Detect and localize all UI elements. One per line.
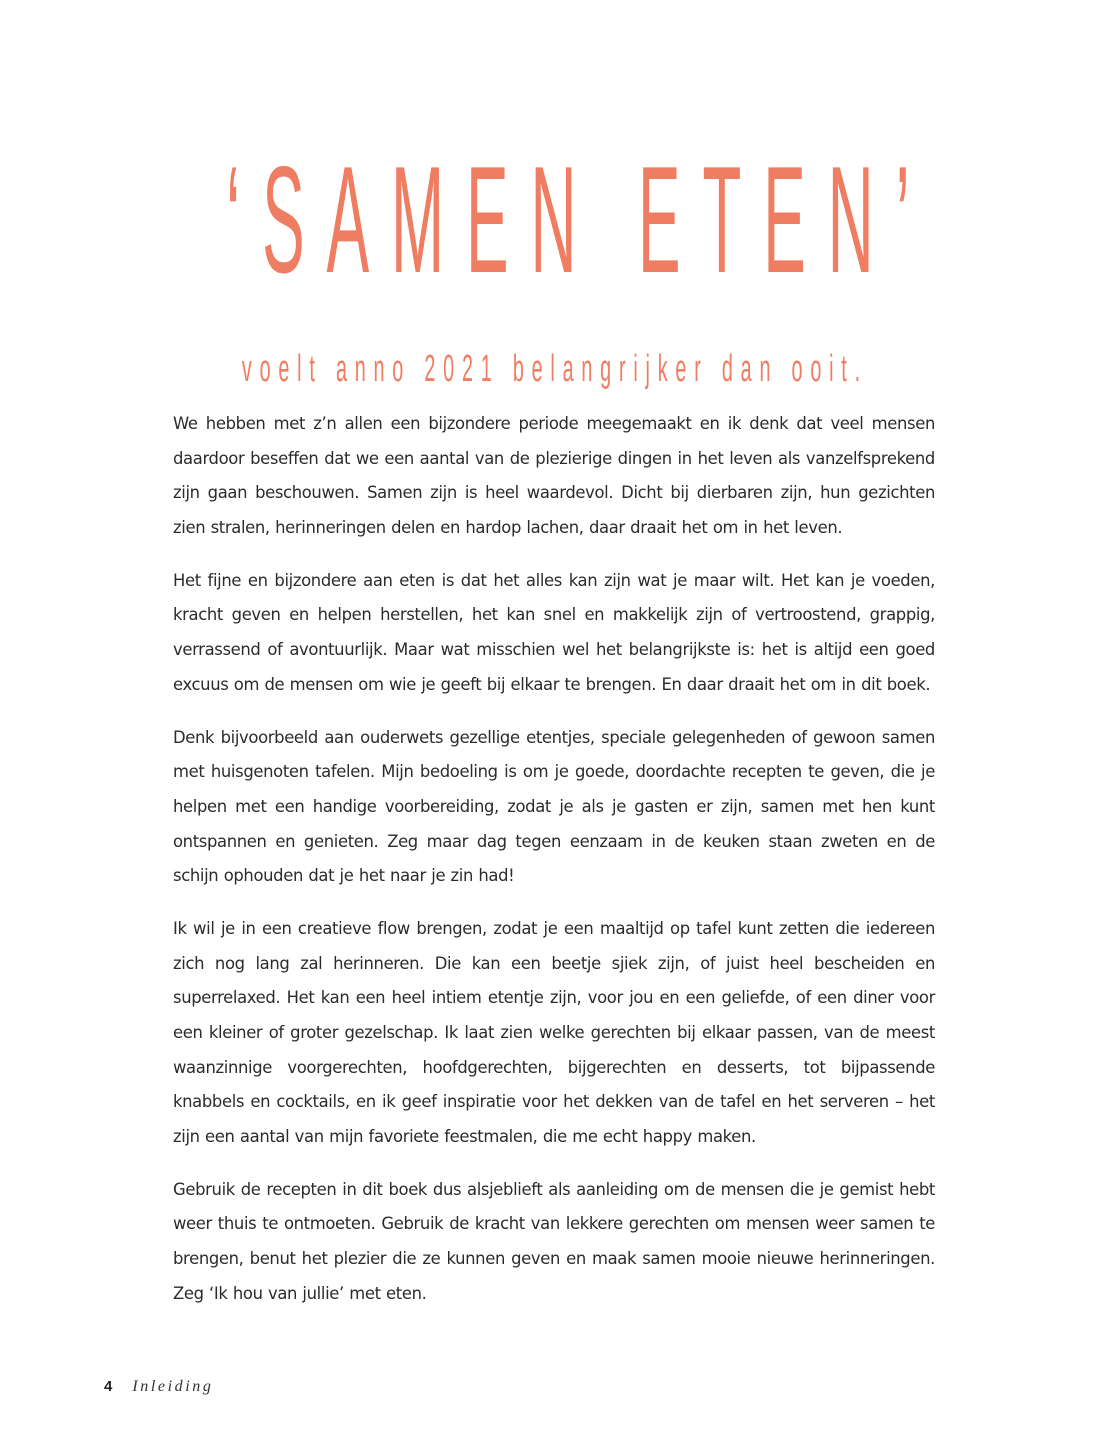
section-name: Inleiding — [132, 1378, 214, 1395]
page-title: ‘SAMEN ETEN’ — [226, 135, 932, 305]
paragraph: Ik wil je in een creatieve flow brengen, zodat je een maaltijd op tafel kunt zetten die iedereen zich nog lang zal herinneren. Die kan een beetje sjiek zijn, of juist heel bescheiden en superrelaxed. Het kan een heel intiem etentje zijn, voor jou en een geliefde, of een diner voor een kleiner of groter gezelschap. Ik laat zien welke gerechten bij elkaar passen, van de meest waanzinnige voorgerechten, hoofdgerechten, bijgerechten en desserts, tot bijpassende knabbels en cocktails, en ik geef inspiratie voor het dekken van de tafel en het serveren – het zijn een aantal van mijn favoriete feestmalen, die me echt happy maken. — [173, 919, 935, 1146]
paragraph: We hebben met z’n allen een bijzondere periode meegemaakt en ik denk dat veel mensen daardoor beseffen dat we een aantal van de plezierige dingen in het leven als vanzelfsprekend zijn gaan beschouwen. Samen zijn is heel waardevol. Dicht bij dierbaren zijn, hun gezichten zien stralen, herinneringen delen en hardop lachen, daar draait het om in het leven. — [173, 414, 935, 537]
paragraph: Het fijne en bijzondere aan eten is dat het alles kan zijn wat je maar wilt. Het kan je voeden, kracht geven en helpen herstellen, het kan snel en makkelijk zijn of vertroostend, grappig, verrassend of avontuurlijk. Maar wat misschien wel het belangrijkste is: het is altijd een goed excuus om de mensen om wie je geeft bij elkaar te brengen. En daar draait het om in dit boek. — [173, 570, 935, 694]
page-footer — [104, 1378, 214, 1402]
title-container — [148, 135, 958, 305]
subtitle-container — [240, 345, 870, 395]
paragraph: Gebruik de recepten in dit boek dus alsjeblieft als aanleiding om de mensen die je gemist hebt weer thuis te ontmoeten. Gebruik de kracht van lekkere gerechten om mensen weer samen te brengen, benut het plezier die ze kunnen geven en maak samen mooie nieuwe herinneringen. Zeg ‘Ik hou van jullie’ met eten. — [173, 1179, 935, 1303]
body-text — [173, 407, 935, 1330]
page-number: 4 — [104, 1378, 113, 1395]
page-subtitle: voelt anno 2021 belangrijker dan ooit. — [242, 348, 868, 390]
paragraph: Denk bijvoorbeeld aan ouderwets gezellige etentjes, speciale gelegenheden of gewoon samen met huisgenoten tafelen. Mijn bedoeling is om je goede, doordachte recepten te geven, die je helpen met een handige voorbereiding, zodat je als je gasten er zijn, samen met hen kunt ontspannen en genieten. Zeg maar dag tegen eenzaam in de keuken staan zweten en de schijn ophouden dat je het naar je zin had! — [173, 727, 935, 886]
